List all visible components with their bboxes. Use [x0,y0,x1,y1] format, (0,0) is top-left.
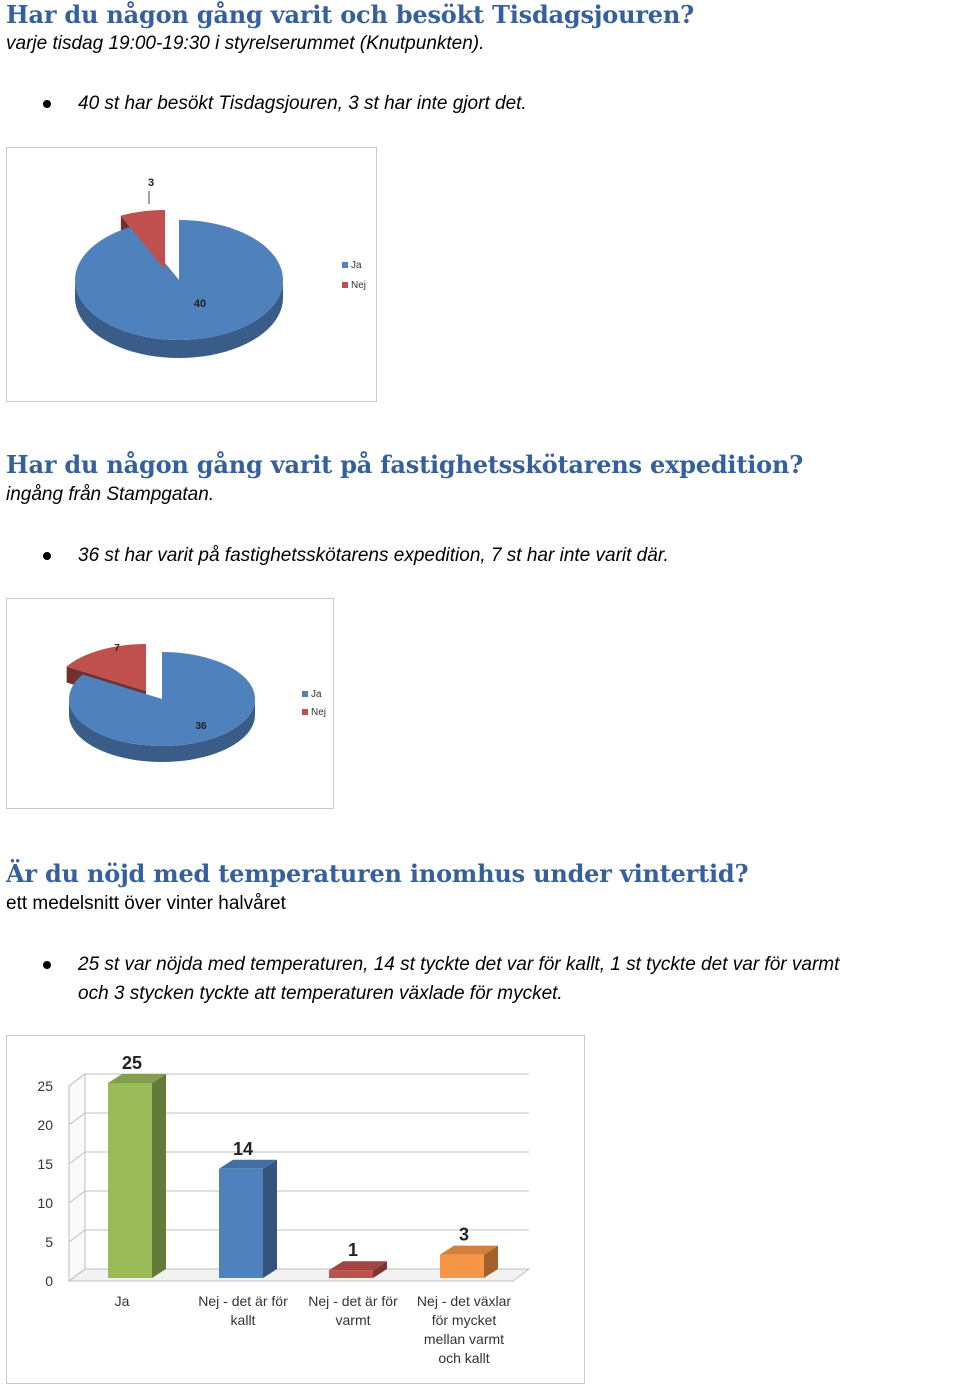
chart-side-wall [69,1074,85,1281]
bar-chart-temperature [6,1035,585,1384]
y-tick-label: 10 [37,1195,53,1211]
data-label: 25 [121,1053,143,1073]
legend-label-ja: Ja [311,689,322,700]
legend-swatch-nej [342,282,348,288]
y-tick-label: 0 [45,1273,53,1289]
bar-4 [440,1255,484,1278]
bullet-text: och 3 stycken tyckte att temperaturen växlade för mycket. [78,983,563,1004]
legend-label-ja: Ja [351,260,362,271]
legend-swatch-ja [342,262,348,268]
legend-label-nej: Nej [311,707,327,718]
section-subtitle: ett medelsnitt över vinter halvåret [6,893,286,914]
x-tick-label: för mycket [431,1312,497,1328]
section-heading: Har du någon gång varit och besökt Tisdagsjouren? [6,0,694,29]
bar-1 [108,1083,152,1278]
data-label: 14 [232,1138,254,1159]
x-tick-label: varmt [335,1312,371,1328]
data-label: 40 [193,298,207,310]
x-tick-label: och kallt [438,1350,490,1366]
data-label: 7 [114,643,120,654]
x-tick-label: Nej - det är för [198,1293,288,1309]
section-heading: Är du nöjd med temperaturen inomhus under vintertid? [6,859,749,888]
data-label: 1 [347,1240,359,1261]
legend-swatch-ja [302,691,308,697]
bar-3 [329,1270,373,1278]
y-tick-label: 20 [37,1117,53,1133]
legend-label-nej: Nej [351,280,367,291]
bar-side [152,1074,166,1278]
x-tick-label: Ja [114,1293,130,1309]
y-tick-label: 25 [37,1078,53,1094]
bullet-dot [43,552,51,560]
x-tick-label: mellan varmt [423,1331,505,1347]
bullet-dot [43,961,51,969]
pie-chart-svg [7,599,333,808]
data-label: 3 [458,1224,470,1245]
data-label: 3 [147,177,155,189]
pie-slice-ja [75,220,283,340]
x-tick-label: Nej - det är för [308,1293,398,1309]
pie-chart-tisdagsjouren [6,147,377,402]
bar-chart-svg [7,1036,584,1383]
bar-2 [219,1169,263,1278]
pie-chart-svg [7,148,376,401]
data-label: 36 [195,721,207,732]
bar-side [263,1160,277,1278]
bullet-dot [43,100,51,108]
legend-swatch-nej [302,709,308,715]
x-tick-label: Nej - det växlar [416,1293,512,1309]
x-tick-label: kallt [230,1312,256,1328]
bullet-text: 36 st har varit på fastighetsskötarens expedition, 7 st har inte varit där. [78,545,669,566]
y-tick-label: 15 [37,1156,53,1172]
section-subtitle: varje tisdag 19:00-19:30 i styrelserummet (Knutpunkten). [6,33,485,54]
section-heading: Har du någon gång varit på fastighetsskötarens expedition? [6,450,804,479]
bullet-text: 40 st har besökt Tisdagsjouren, 3 st har inte gjort det. [78,93,527,114]
bullet-text: 25 st var nöjda med temperaturen, 14 st tyckte det var för kallt, 1 st tyckte det var för varmt [78,954,840,975]
pie-chart-expedition [6,598,334,809]
y-tick-label: 5 [45,1234,53,1250]
section-subtitle: ingång från Stampgatan. [6,484,215,505]
